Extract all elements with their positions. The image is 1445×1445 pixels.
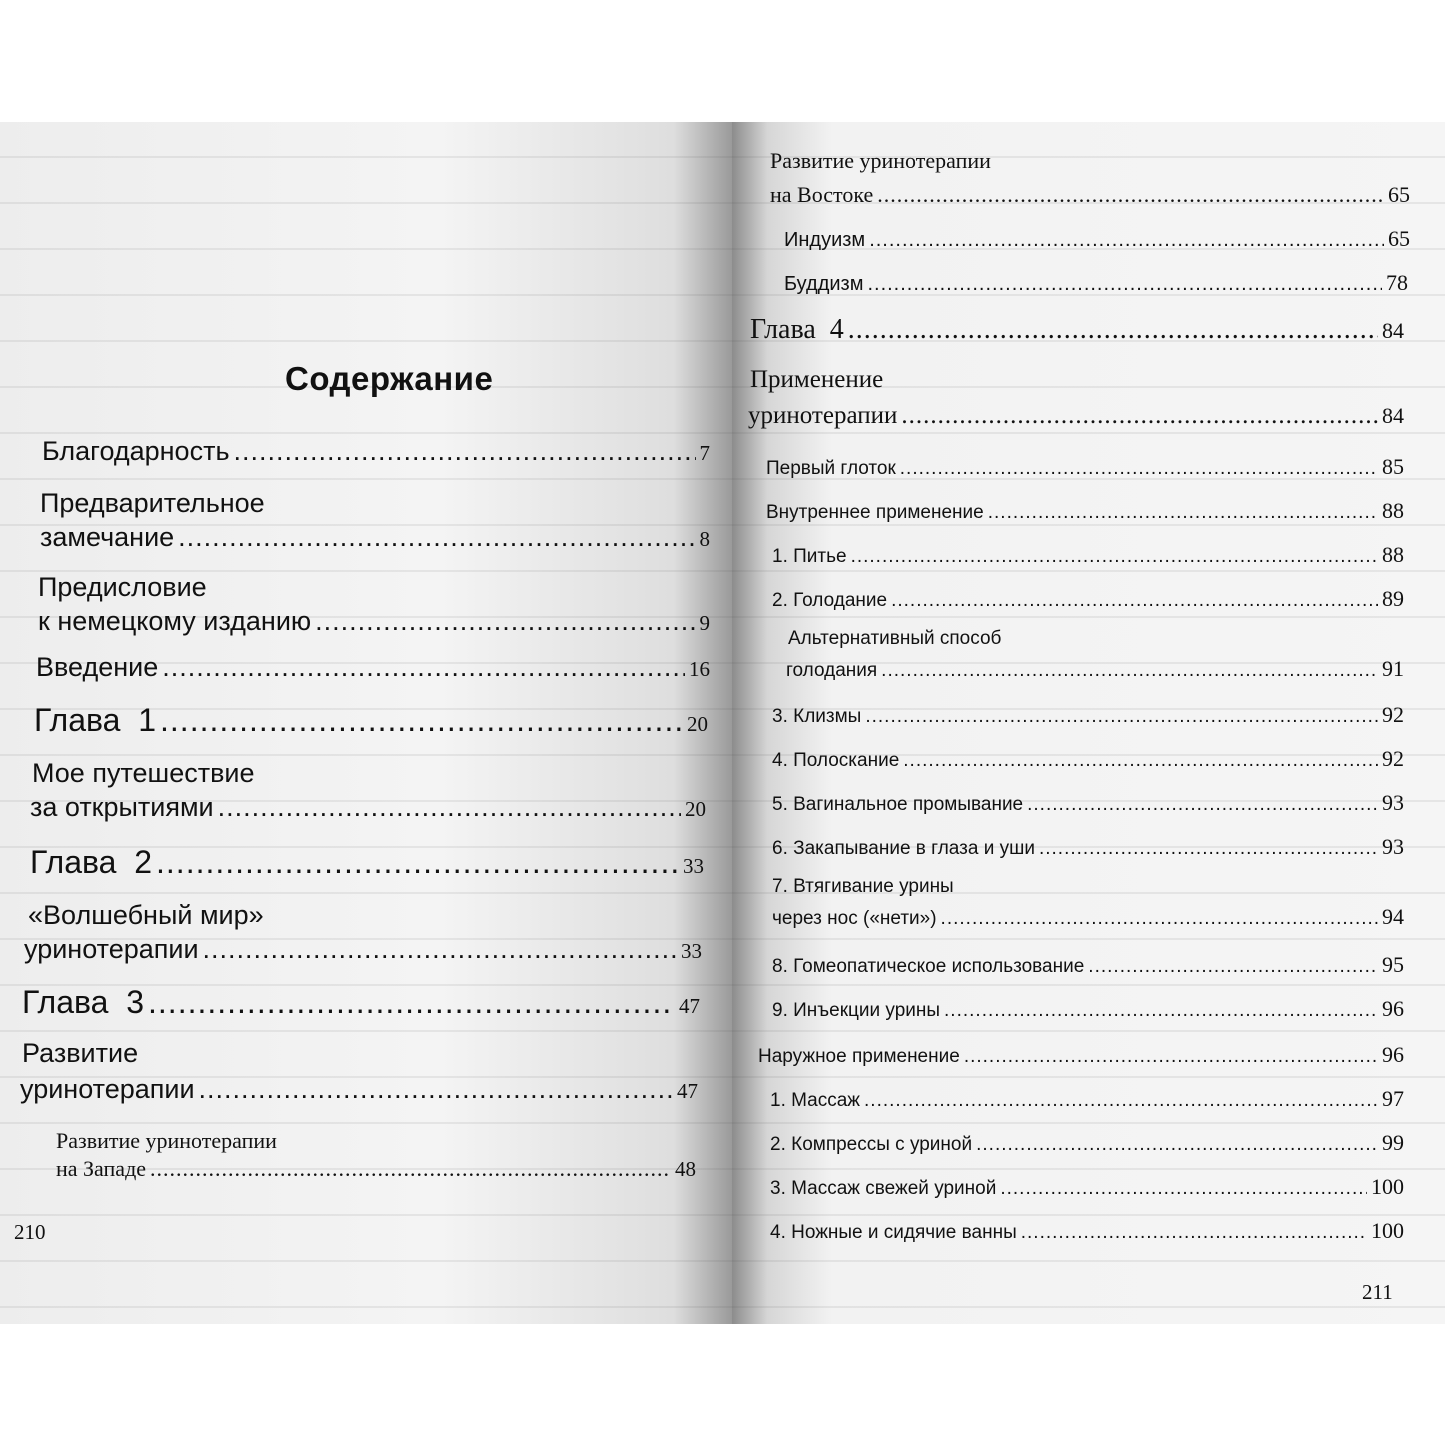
toc-subentry-title: Первый глоток [766, 458, 896, 479]
chapter-title: Глава 4 [750, 314, 844, 345]
toc-entry-title: Предисловие [38, 572, 207, 602]
toc-page-number: 94 [1382, 904, 1404, 929]
toc-entry-title: Введение [36, 652, 159, 682]
toc-item-title: 1. Питье [772, 546, 847, 567]
page-number: 210 [14, 1220, 46, 1244]
toc-subentry [766, 498, 1404, 524]
toc-page-number: 93 [1382, 834, 1404, 859]
toc-subentry-title: Внутреннее применение [766, 502, 984, 523]
dot-leader [1000, 1178, 1367, 1200]
toc-item [772, 542, 1404, 568]
toc-page-number: 48 [675, 1157, 696, 1181]
toc-entry-title: за открытиями [30, 792, 214, 822]
toc-subentry-title: на Востоке [770, 182, 874, 207]
contents-heading: Содержание [285, 360, 494, 397]
left-page [0, 122, 732, 1324]
toc-item [772, 834, 1404, 860]
dot-leader [964, 1046, 1378, 1068]
toc-item [772, 904, 1404, 930]
dot-leader [881, 660, 1378, 682]
toc-subentry [758, 1042, 1404, 1068]
toc-subentry [770, 182, 1410, 208]
toc-entry-title: к немецкому изданию [38, 606, 312, 636]
toc-page-number: 20 [687, 712, 708, 736]
dot-leader [869, 229, 1384, 252]
chapter-title: Глава 1 [34, 702, 157, 738]
dot-leader [148, 984, 675, 1021]
toc-item-title: 1. Массаж [770, 1090, 861, 1111]
toc-chapter-entry [750, 314, 1404, 346]
toc-item [772, 586, 1404, 612]
toc-page-number: 88 [1382, 542, 1404, 567]
toc-page-number: 47 [677, 1079, 698, 1103]
dot-leader [903, 750, 1378, 772]
toc-page-number: 96 [1382, 996, 1404, 1021]
toc-item [770, 1174, 1404, 1200]
toc-page-number: 7 [699, 441, 710, 465]
toc-entry-title: уринотерапии [20, 1074, 195, 1104]
toc-page-number: 65 [1388, 226, 1410, 251]
open-book [0, 122, 1445, 1324]
dot-leader [891, 590, 1378, 612]
toc-entry-title: Развитие [22, 1038, 139, 1068]
toc-item-title: 8. Гомеопатическое использование [772, 956, 1085, 977]
dot-leader [851, 546, 1378, 568]
dot-leader [160, 702, 683, 739]
dot-leader [199, 1074, 673, 1105]
toc-item-title: 5. Вагинальное промывание [772, 794, 1024, 815]
toc-item [786, 656, 1404, 682]
toc-subentry-title: Развитие уринотерапии [770, 148, 991, 173]
toc-chapter-entry [34, 702, 708, 739]
dot-leader [178, 522, 695, 553]
toc-chapter-entry [30, 844, 704, 881]
toc-page-number: 88 [1382, 498, 1404, 523]
dot-leader [1088, 956, 1378, 978]
toc-page-number: 91 [1382, 656, 1404, 681]
dot-leader [941, 908, 1378, 930]
dot-leader [1021, 1222, 1367, 1244]
toc-entry [38, 606, 710, 637]
toc-page-number: 89 [1382, 586, 1404, 611]
toc-item [770, 1130, 1404, 1156]
page-number: 211 [1362, 1280, 1393, 1304]
toc-page-number: 100 [1371, 1218, 1404, 1243]
toc-page-number: 65 [1388, 182, 1410, 207]
dot-leader [900, 458, 1378, 480]
toc-item [772, 996, 1404, 1022]
toc-entry-title: Применение [750, 366, 884, 393]
toc-page-number: 33 [683, 854, 704, 878]
toc-subentry-title: на Западе [56, 1156, 147, 1181]
toc-page-number: 16 [689, 657, 710, 681]
toc-entry-title: Предварительное [40, 488, 265, 518]
toc-entry [748, 402, 1404, 430]
toc-entry [24, 934, 702, 965]
toc-entry [40, 522, 710, 553]
dot-leader [877, 182, 1384, 208]
toc-item-title: 7. Втягивание урины [772, 876, 954, 897]
toc-page-number: 92 [1382, 746, 1404, 771]
right-page [732, 122, 1445, 1324]
toc-page-number: 84 [1382, 403, 1404, 428]
toc-entry [30, 792, 706, 823]
toc-page-number: 33 [681, 939, 702, 963]
toc-page-number: 47 [679, 994, 700, 1018]
toc-page-number: 20 [685, 797, 706, 821]
dot-leader [162, 652, 685, 683]
dot-leader [848, 314, 1378, 346]
toc-item-title: 4. Ножные и сидячие ванны [770, 1222, 1017, 1243]
dot-leader [865, 706, 1378, 728]
toc-entry-title: «Волшебный мир» [28, 900, 264, 930]
toc-item-title: 4. Полоскание [772, 750, 900, 771]
dot-leader [988, 502, 1378, 524]
toc-page-number: 78 [1386, 270, 1408, 295]
toc-entry-title: уринотерапии [748, 402, 898, 429]
toc-subentry-title: Наружное применение [758, 1046, 960, 1067]
toc-item-title: через нос («нети») [772, 908, 937, 929]
toc-item [772, 952, 1404, 978]
dot-leader [156, 844, 679, 881]
toc-item-title: 6. Закапывание в глаза и уши [772, 838, 1035, 859]
toc-subentry [56, 1156, 696, 1182]
toc-chapter-entry [22, 984, 700, 1021]
toc-item [772, 790, 1404, 816]
toc-entry [36, 652, 710, 683]
toc-entry [20, 1074, 698, 1105]
dot-leader [864, 1090, 1378, 1112]
toc-entry-title: замечание [40, 522, 175, 552]
dot-leader [976, 1134, 1378, 1156]
toc-item-title: голодания [786, 660, 878, 681]
toc-subentry-title: Развитие уринотерапии [56, 1128, 277, 1153]
toc-page-number: 9 [699, 611, 710, 635]
toc-item-title: 2. Голодание [772, 590, 888, 611]
toc-item-title: 2. Компрессы с уриной [770, 1134, 973, 1155]
dot-leader [315, 606, 695, 637]
toc-item [770, 1086, 1404, 1112]
toc-item-title: 9. Инъекции урины [772, 1000, 941, 1021]
toc-entry [42, 436, 710, 467]
toc-page-number: 84 [1382, 318, 1404, 343]
toc-subentry-title: Индуизм [784, 229, 866, 251]
toc-item-title: 3. Массаж свежей уриной [770, 1178, 997, 1199]
toc-subentry [784, 226, 1410, 252]
dot-leader [901, 402, 1378, 430]
dot-leader [203, 934, 677, 965]
toc-subentry [784, 270, 1408, 296]
toc-page-number: 92 [1382, 702, 1404, 727]
toc-entry-title: Мое путешествие [32, 758, 255, 788]
toc-page-number: 93 [1382, 790, 1404, 815]
toc-item-title: Альтернативный способ [788, 628, 1002, 649]
toc-page-number: 97 [1382, 1086, 1404, 1111]
toc-page-number: 96 [1382, 1042, 1404, 1067]
toc-item [772, 702, 1404, 728]
toc-page-number: 99 [1382, 1130, 1404, 1155]
toc-entry-title: уринотерапии [24, 934, 199, 964]
dot-leader [944, 1000, 1378, 1022]
toc-entry-title: Благодарность [42, 436, 230, 466]
toc-page-number: 8 [699, 527, 710, 551]
toc-item [772, 746, 1404, 772]
dot-leader [218, 792, 681, 823]
toc-item [770, 1218, 1404, 1244]
toc-subentry [766, 454, 1404, 480]
dot-leader [1039, 838, 1378, 860]
toc-subentry-title: Буддизм [784, 273, 864, 295]
dot-leader [1027, 794, 1378, 816]
toc-page-number: 100 [1371, 1174, 1404, 1199]
chapter-title: Глава 3 [22, 984, 145, 1020]
dot-leader [867, 273, 1382, 296]
toc-page-number: 95 [1382, 952, 1404, 977]
toc-page-number: 85 [1382, 454, 1404, 479]
dot-leader [234, 436, 696, 467]
dot-leader [150, 1156, 671, 1182]
chapter-title: Глава 2 [30, 844, 153, 880]
toc-item-title: 3. Клизмы [772, 706, 862, 727]
